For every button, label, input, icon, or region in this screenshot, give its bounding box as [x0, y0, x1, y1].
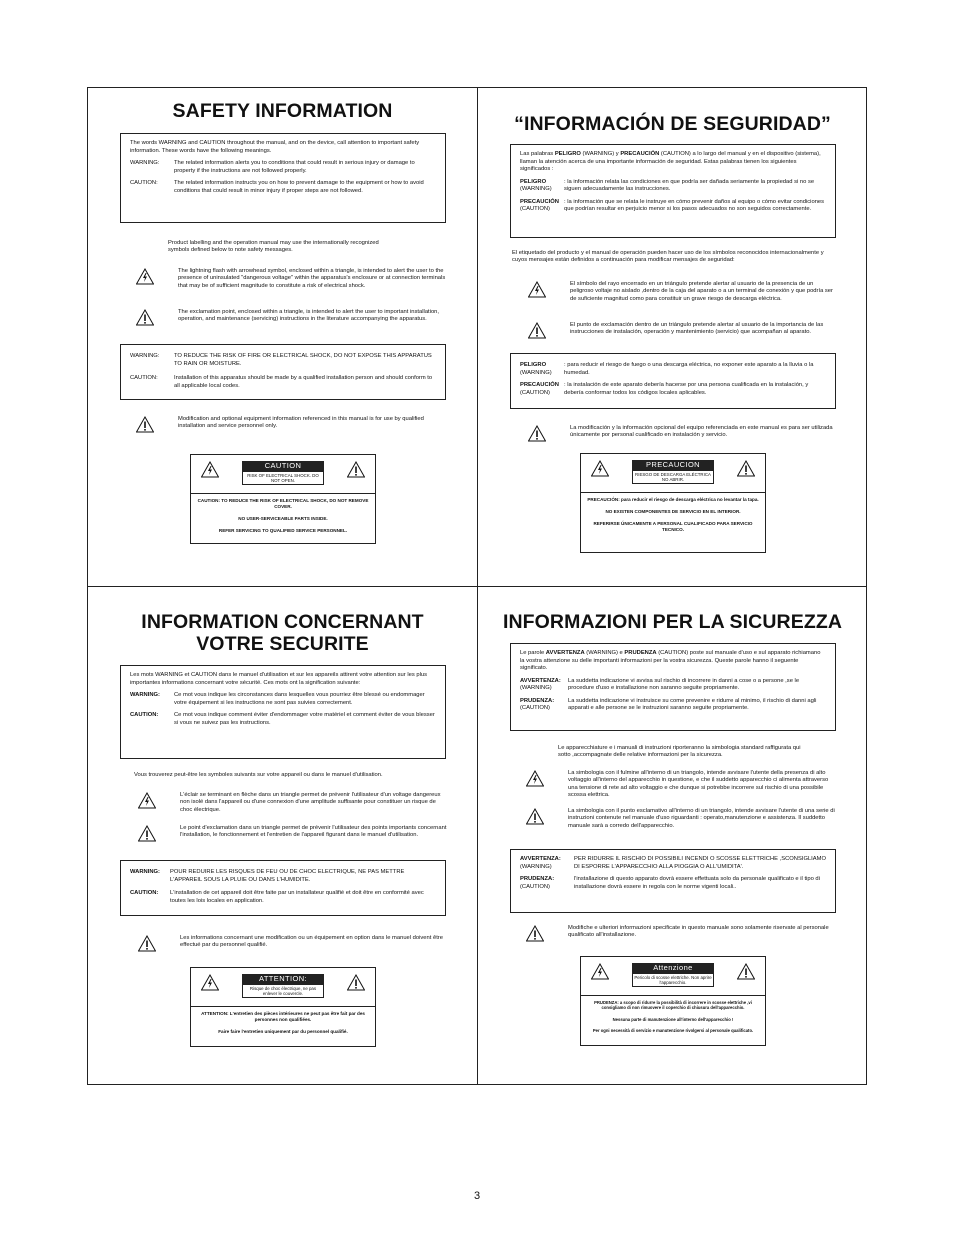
warning-text: TO REDUCE THE RISK OF FIRE OR ELECTRICAL SHOCK, DO NOT EXPOSE THIS APPARATUS TO RAIN OR MOISTURE.: [174, 353, 432, 367]
warning-key: WARNING:: [130, 353, 160, 359]
precaucion-text: : la información que se relata le instruye en cómo prevenir daños al equipo o cómo evitar condiciones que podrían resultar en perjuicio menor si los pasos adecuados no son seguidos correctamente.: [564, 198, 825, 212]
lightning-symbol-row: [528, 281, 838, 303]
lightning-triangle-icon: [138, 792, 156, 809]
label-line-1: PRUDENZA: a scopo di ridurre la possibilità di incorrere in scosse elettriche ,vi consigliamo di non rimuovere il coperchio di chiusura dell'apparecchio.: [594, 1000, 752, 1011]
warning-caution-definitions: [120, 133, 446, 223]
intro-part: (WARNING) e: [584, 650, 625, 656]
page-frame: [87, 87, 867, 1085]
label-line-1: ATTENTION: L'entretien des pièces intérieures ne peut pas être fait par des personnes non qualifiées.: [201, 1011, 365, 1022]
warning-caution-box: [120, 344, 446, 400]
warning-key: WARNING:: [130, 869, 160, 875]
intro-part: Le parole: [520, 650, 546, 656]
exclamation-text: Le point d'exclamation dans un triangle permet de prévenir l'utilisateur des points importants concernant l'installation, le fonctionnement et l'entretien de l'appareil figurant dans le manuel d'utilisation.: [180, 825, 447, 839]
exclamation-text: The exclamation point, enclosed within a triangle, is intended to alert the user to important installation, operation, and maintenance (servicing) instructions in the literature accompanying the apparatus.: [178, 309, 440, 323]
avvertenza-prudenza-box: [510, 849, 836, 913]
peligro-sub: (WARNING): [520, 186, 552, 192]
peligro-precaucion-definitions: [510, 144, 836, 238]
precaucion-label: [580, 453, 766, 553]
exclamation-text: El punto de exclamación dentro de un triángulo pretende alertar al usuario de la importancia de las instrucciones de instalación, operación y mantenimiento (servicio) que acompañan al aparato.: [570, 322, 824, 336]
lightning-symbol-row: [136, 268, 446, 290]
lightning-triangle-icon: [591, 460, 609, 477]
label-line-3: REFERIRSE ÚNICAMENTE A PERSONAL CUALIFICADO PARA SERVICIO TECNICO.: [593, 521, 753, 532]
exclamation-triangle-icon: [138, 935, 156, 952]
exclamation-text: La simbologia con il punto esclamativo all'interno di un triangolo, intende avvisare l'utente di una serie di instruzioni contenute nel manuale d'uso riguardanti : operato,manutenzione e assistenza. Il suddetto manuale sarà a corredo dell'apparecchio.: [568, 808, 835, 829]
section-english: [88, 88, 477, 586]
exclamation-symbol-row: [136, 309, 446, 326]
intro-part: Las palabras: [520, 151, 555, 157]
caution-text: Ce mot vous indique comment éviter d'endommager votre matériel et comment éviter de vous blesser si vous ne suivez pas les instructions.: [174, 712, 435, 726]
labelling-text: Vous trouverez peut-être les symboles suivants sur votre appareil ou dans le manuel d'utilisation.: [134, 772, 383, 778]
lightning-triangle-icon: [136, 268, 154, 285]
avvertenza-text: La suddetta indicazione vi avvisa sul rischio di incorrere in danni a cose o a persone ,se le procedure d'uso e installazione non saranno seguite propriamente.: [568, 677, 800, 691]
attenzione-label: [580, 956, 766, 1046]
caution-key: CAUTION:: [130, 890, 159, 896]
peligro-sub: (WARNING): [520, 369, 552, 376]
label-line-3: REFER SERVICING TO QUALIFIED SERVICE PERSONNEL.: [218, 528, 348, 533]
exclamation-triangle-icon: [347, 974, 365, 991]
label-line-2: Faire faire l'entretien uniquement par du personnel qualifié.: [218, 1029, 348, 1034]
exclamation-triangle-icon: [528, 425, 546, 442]
precaucion-sub: (CAUTION): [520, 206, 550, 212]
avvertenza-key: AVVERTENZA:: [520, 677, 561, 684]
exclamation-triangle-icon: [526, 925, 544, 942]
label-subheading: Pericolo di scosse elettriche. Non aprire l'apparecchio.: [632, 973, 714, 987]
prudenza-key: PRUDENZA:: [520, 876, 555, 882]
warning-text: POUR REDUIRE LES RISQUES DE FEU OU DE CHOC ELECTRIQUE, NE PAS METTRE L'APPAREIL SOUS LA PLUIE OU DANS L'HUMIDITE.: [170, 869, 405, 883]
lightning-symbol-row: [526, 770, 836, 800]
prudenza-sub: (CAUTION): [520, 705, 550, 711]
modification-row: [136, 416, 446, 433]
warning-caution-box: [120, 860, 446, 916]
section-title: INFORMAZIONI PER LA SICUREZZA: [502, 611, 843, 633]
title-line-1: INFORMATION CONCERNANT: [141, 611, 424, 633]
prudenza-key: PRUDENZA:: [520, 697, 555, 704]
warning-key: WARNING:: [130, 692, 160, 698]
lightning-triangle-icon: [201, 461, 219, 478]
intro-text: [520, 650, 826, 673]
intro-peligro: PELIGRO: [554, 151, 581, 157]
labelling-text: El etiquetado del producto y el manual de operación pueden hacer uso de los símbolos reconocidos internacionalmente y cuyos mensajes están definidos a continuación para modificar mensajes de seguridad:: [512, 250, 824, 264]
peligro-key: PELIGRO: [520, 178, 547, 185]
section-title: [88, 611, 477, 655]
intro-text: [520, 151, 826, 174]
labelling-text: Product labelling and the operation manual may use the internationally recognized symbols defined below to note safety messages.: [168, 240, 379, 254]
intro-part: (WARNING) y: [580, 151, 621, 157]
lightning-text: El símbolo del rayo encerrado en un triángulo pretende alertar al usuario de la presencia de un peligroso voltaje no aislado ,dentro de la caja del aparato o a un terminal de conexión y que podría ser de suficiente magnitud como para constituir un grave riesgo de descarga eléctrica.: [570, 281, 833, 302]
prudenza-text: l'installazione di questo apparato dovrà essere effettuata solo da personale qualificato e il tipo di installazione dovrà essere in regola con le norme vigenti locali..: [574, 876, 820, 890]
attention-label: [190, 967, 376, 1047]
avvertenza-key: AVVERTENZA:: [520, 856, 561, 862]
caution-text: Installation of this apparatus should be made by a qualified installation person and should conform to all applicable local codes.: [174, 375, 433, 389]
modification-row: [528, 425, 838, 442]
exclamation-triangle-icon: [528, 322, 546, 339]
precaucion-sub: (CAUTION): [520, 389, 550, 396]
avvertenza-sub: (WARNING): [520, 685, 552, 691]
section-spanish: [478, 88, 867, 586]
modification-row: [138, 935, 448, 952]
peligro-precaucion-box: [510, 353, 836, 409]
caution-key: CAUTION:: [130, 180, 158, 186]
modification-text: Modification and optional equipment information referenced in this manual is for use by qualified installation and service personnel only.: [178, 416, 424, 430]
label-heading: PRECAUCION: [632, 460, 714, 470]
avvertenza-prudenza-definitions: [510, 643, 836, 731]
modification-text: La modificación y la información opcional del equipo referenciada en este manual es para ser utilizada únicamente por personal cualificado en instalación y servicio.: [570, 425, 833, 439]
intro-text: Les mots WARNING et CAUTION dans le manuel d'utilisation et sur les appareils attirent votre attention sur les plus importantes informations concernant votre sécurité. Ces mots ont la signification suivante:: [130, 672, 427, 686]
label-line-1: PRECAUCIÓN: para reducir el riesgo de descarga eléctrica no levantar la tapa.: [587, 497, 759, 502]
label-subheading: Risque de choc électrique, ne pas enlever le couvercle.: [242, 984, 324, 998]
lightning-triangle-icon: [201, 974, 219, 991]
exclamation-triangle-icon: [526, 808, 544, 825]
labelling-text: Le apparecchiature e i manuali di instruzioni riporteranno la simbologia standard raffigurata qui sotto ,accompagnate delle relative informazioni per la sicurezza.: [558, 745, 801, 759]
exclamation-triangle-icon: [737, 460, 755, 477]
label-heading: ATTENTION:: [242, 974, 324, 984]
lightning-text: La simbologia con il fulmine all'interno di un triangolo, intende avvisare l'utente della presenza di alto voltaggio all'interno del apparecchio in questione, e che il suddetto apparecchio ci alimenta attraverso una tensione di rete ad alto voltaggio e che dunque si potrebbe incorrere sul rischio di una possibile scossa elettrica.: [568, 770, 829, 799]
section-french: [88, 587, 477, 1085]
peligro-text: : para reducir el riesgo de fuego o una descarga eléctrica, no exponer este aparato a la lluvia o la humedad.: [564, 362, 814, 376]
caution-text: L'installation de cet appareil doit être faite par un installateur qualifié et doit être en conformité avec toutes les lois locales en application.: [170, 890, 424, 904]
modification-row: [526, 925, 836, 942]
precaucion-text: : la instalación de este aparato debería hacerse por una persona cualificada en la instalación, y debería conformar todos los códigos locales aplicables.: [564, 382, 809, 396]
intro-avvertenza: AVVERTENZA: [545, 650, 585, 656]
intro-part: (CAUTION) a lo largo del manual y en el dispositivo (sistema), llaman la atención acerca de una importante información de seguridad. Estas palabras tienen los siguientes significados :: [520, 151, 821, 172]
section-title: “INFORMACIÓN DE SEGURIDAD”: [514, 113, 831, 135]
warning-text: Ce mot vous indique les circonstances dans lesquelles vous pourriez être blessé ou endommager votre équipement si les instructions ne sont pas suivies correctement.: [174, 692, 425, 706]
warning-key: WARNING:: [130, 160, 160, 166]
avvertenza-sub: (WARNING): [520, 863, 552, 870]
lightning-triangle-icon: [591, 963, 609, 980]
caution-label: [190, 454, 376, 544]
section-italian: [478, 587, 867, 1085]
section-title: SAFETY INFORMATION: [172, 100, 393, 122]
exclamation-symbol-row: [526, 808, 836, 830]
intro-prudenza: PRUDENZA: [624, 650, 657, 656]
exclamation-triangle-icon: [138, 825, 156, 842]
precaucion-key: PRECAUCIÓN: [520, 198, 559, 205]
caution-key: CAUTION:: [130, 712, 159, 718]
exclamation-symbol-row: [138, 825, 448, 842]
page-number: 3: [473, 1190, 481, 1202]
label-subheading: RIESGO DE DESCARGA ELÉCTRICA NO ABRIR.: [632, 470, 714, 484]
lightning-triangle-icon: [526, 770, 544, 787]
lightning-text: The lightning flash with arrowhead symbol, enclosed within a triangle, is intended to alert the user to the presence of uninsulated "dangerous voltage" within the apparatus's enclosure or at connection terminals that may be of sufficient magnitude to constitute a risk of electrical shock.: [178, 268, 446, 289]
lightning-text: L'éclair se terminant en flèche dans un triangle permet de prévenir l'utilisateur d'un voltage dangereux non isolé dans l'appareil ou d'une connexion d'une amplitude suffisante pour constituer un risque de choc électrique.: [180, 792, 441, 813]
title-line-2: VOTRE SECURITE: [196, 633, 369, 655]
prudenza-text: La suddetta indicazione vi instruisce su come prevenire e ridurre al minimo, il rischio di danni agli apparati e alle persone se le instruzioni saranno seguite propriamente.: [568, 697, 817, 711]
label-line-2: NO USER-SERVICEABLE PARTS INSIDE.: [238, 516, 328, 521]
exclamation-symbol-row: [528, 322, 838, 339]
modification-text: Les informations concernant une modification ou un équipement en option dans le manuel doivent être effectué par du personnel qualifié.: [180, 935, 443, 949]
warning-text: The related information alerts you to conditions that could result in serious injury or damage to property if the instructions are not followed properly.: [174, 160, 415, 174]
exclamation-triangle-icon: [136, 416, 154, 433]
caution-key: CAUTION:: [130, 375, 158, 381]
exclamation-triangle-icon: [347, 461, 365, 478]
exclamation-triangle-icon: [737, 963, 755, 980]
label-heading: Attenzione: [632, 963, 714, 973]
intro-precaucion: PRECAUCIÓN: [620, 151, 660, 157]
caution-text: The related information instructs you on how to prevent damage to the equipment or how to avoid conditions that could result in minor injury if proper steps are not followed.: [174, 180, 424, 194]
label-line-1: CAUTION: TO REDUCE THE RISK OF ELECTRICAL SHOCK, DO NOT REMOVE COVER.: [197, 498, 369, 509]
label-line-2: Nessuna parte di manutenzione all'interno dell'apparecchio !: [612, 1016, 734, 1022]
label-line-3: Per ogni necessità di servizio e manutenzione rivolgersi al personale qualificato.: [592, 1028, 754, 1034]
precaucion-key: PRECAUCIÓN: [520, 382, 559, 388]
label-subheading: RISK OF ELECTRICAL SHOCK. DO NOT OPEN.: [242, 471, 324, 485]
intro-text: The words WARNING and CAUTION throughout the manual, and on the device, call attention to important safety information. These words have the following meanings.: [130, 140, 420, 154]
avvertenza-text: PER RIDURRE IL RISCHIO DI POSSIBILI INCENDI O SCOSSE ELETTRICHE ,SCONSIGLIAMO DI ESPORRE L'APPARECCHIO ALLA PIOGGIA O ALL'UMIDITA'.: [574, 856, 826, 870]
label-line-2: NO EXISTEN COMPONENTES DE SERVICIO EN EL INTERIOR.: [605, 509, 741, 514]
lightning-triangle-icon: [528, 281, 546, 298]
exclamation-triangle-icon: [136, 309, 154, 326]
modification-text: Modifiche e ulteriori informazioni specificate in questo manuale sono solamente riservate al personale qualificato all'installazione.: [568, 925, 829, 939]
label-heading: CAUTION: [242, 461, 324, 471]
lightning-symbol-row: [138, 792, 448, 814]
peligro-key: PELIGRO: [520, 362, 547, 368]
peligro-text: : la información relata las condiciones en que podría ser dañada seriamente la propiedad si no se siguen adecuadamente las instrucciones.: [564, 178, 815, 192]
warning-caution-definitions: [120, 665, 446, 759]
prudenza-sub: (CAUTION): [520, 883, 550, 890]
intro-part: (CAUTION) poste sul manuale d'uso e sul apparato richiamano la vostra attenzione su delle importanti informazioni per la vostra sicurezza. Queste parole hanno il seguente significato.: [520, 650, 821, 671]
